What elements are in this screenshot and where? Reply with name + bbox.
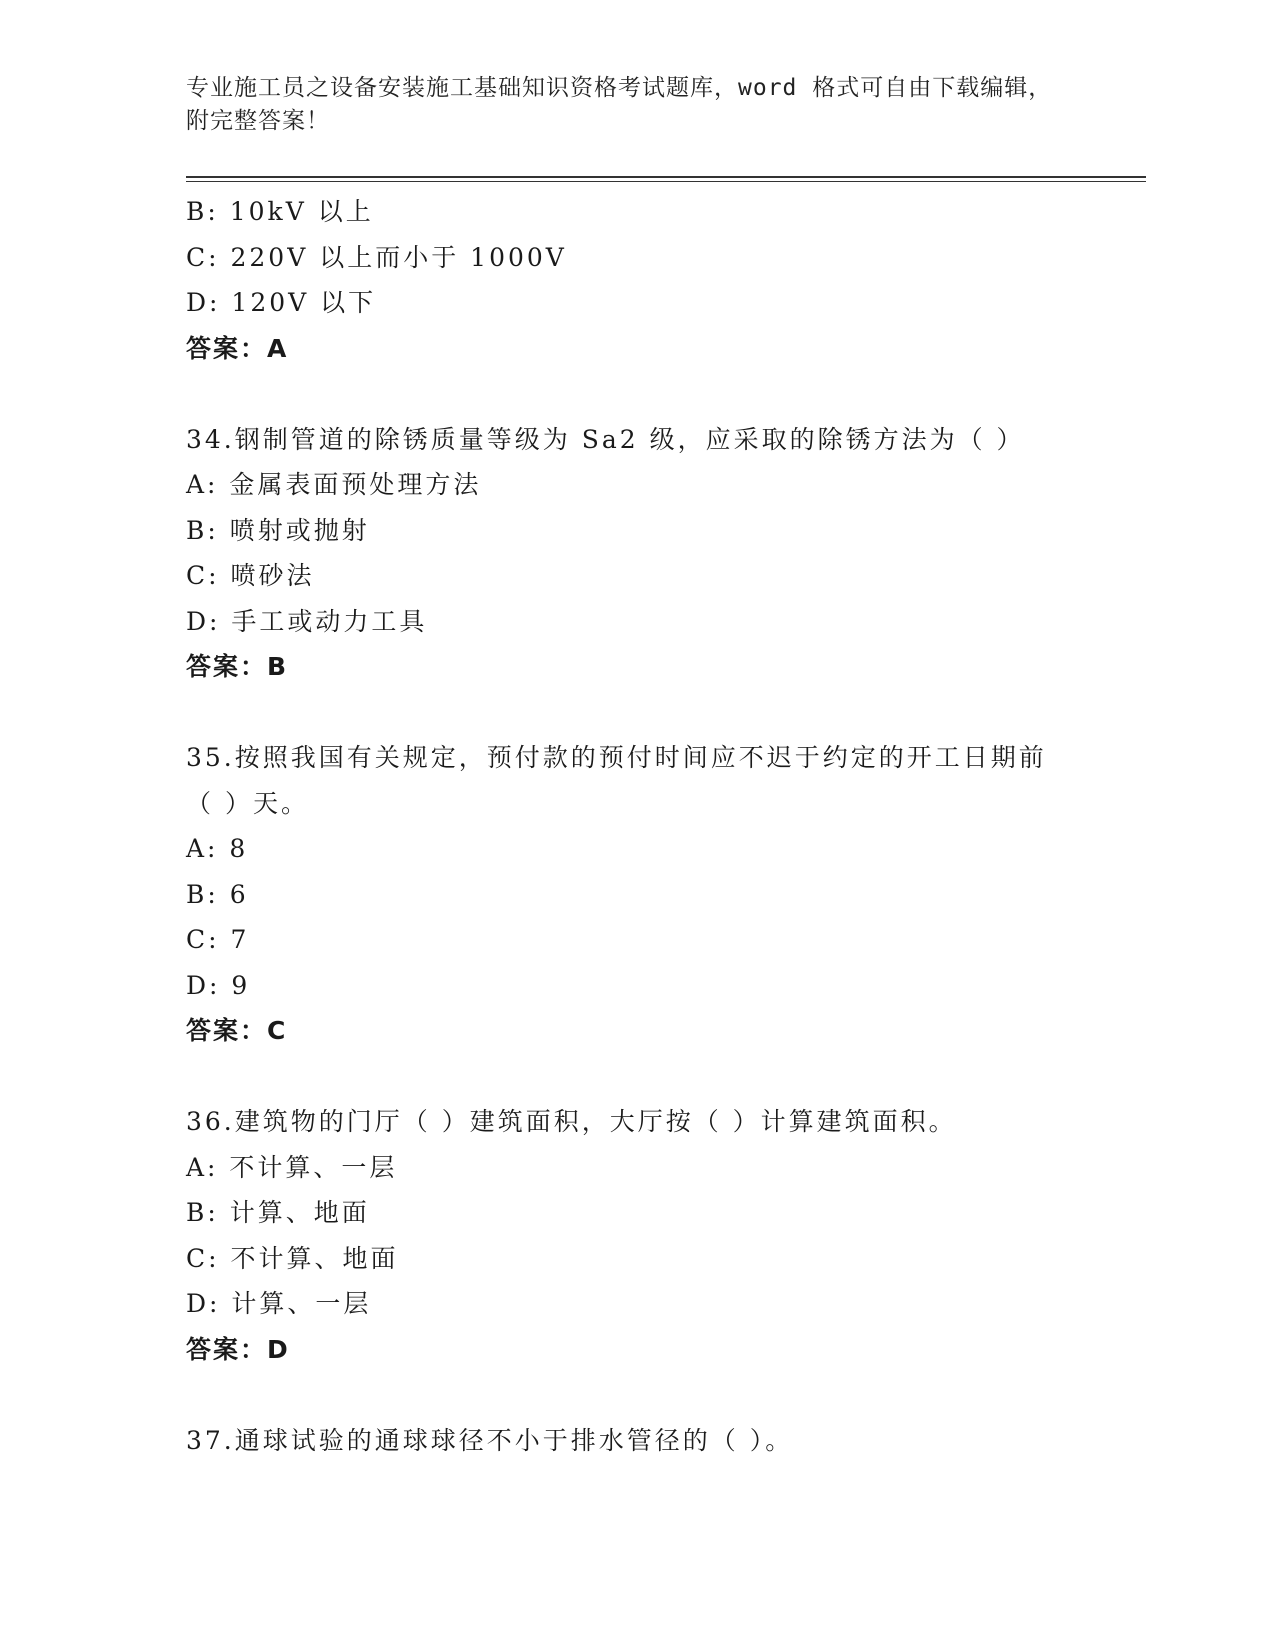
header-line-1: 专业施工员之设备安装施工基础知识资格考试题库，word 格式可自由下载编辑， — [186, 75, 1053, 101]
spacer — [186, 690, 1146, 736]
option-d: D: 9 — [186, 970, 251, 1000]
question-35 — [186, 735, 1146, 1054]
header-divider-thick — [186, 176, 1146, 178]
question-34 — [186, 417, 1146, 690]
question-stem-continued: （ ）天。 — [186, 788, 309, 818]
document-page — [186, 0, 1146, 1650]
option-c: C: 喷砂法 — [186, 561, 315, 590]
answer-line: 答案：B — [186, 652, 289, 681]
question-stem: 34.钢制管道的除锈质量等级为 Sa2 级，应采取的除锈方法为（ ） — [186, 424, 1025, 454]
question-stem: 35.按照我国有关规定，预付款的预付时间应不迟于约定的开工日期前 — [186, 743, 1047, 772]
answer-line: 答案：D — [186, 1334, 290, 1364]
question-33 — [186, 189, 1146, 371]
option-a: A: 8 — [186, 834, 249, 863]
question-37 — [186, 1418, 1146, 1464]
option-b: B: 10kV 以上 — [186, 197, 374, 226]
option-c: C: 7 — [186, 925, 250, 954]
option-b: B: 喷射或抛射 — [186, 515, 370, 545]
question-36 — [186, 1099, 1146, 1372]
header-divider-thin — [186, 181, 1146, 182]
option-c: C: 不计算、地面 — [186, 1243, 399, 1273]
option-a: A: 不计算、一层 — [186, 1152, 398, 1182]
option-c: C: 220V 以上而小于 1000V — [186, 242, 567, 272]
answer-line: 答案：C — [186, 1016, 288, 1045]
document-header — [186, 72, 1086, 138]
header-line-2: 附完整答案！ — [186, 108, 330, 134]
spacer — [186, 1372, 1146, 1418]
question-list — [186, 189, 1146, 1463]
option-b: B: 6 — [186, 879, 249, 909]
option-d: D: 120V 以下 — [186, 288, 377, 317]
spacer — [186, 1054, 1146, 1100]
option-d: D: 计算、一层 — [186, 1289, 372, 1318]
option-a: A: 金属表面预处理方法 — [186, 470, 482, 499]
question-stem: 36.建筑物的门厅（ ）建筑面积，大厅按（ ）计算建筑面积。 — [186, 1107, 957, 1136]
answer-line: 答案：A — [186, 333, 289, 363]
option-d: D: 手工或动力工具 — [186, 606, 428, 636]
spacer — [186, 371, 1146, 417]
question-stem: 37.通球试验的通球球径不小于排水管径的（ ）。 — [186, 1425, 794, 1455]
option-b: B: 计算、地面 — [186, 1198, 370, 1227]
